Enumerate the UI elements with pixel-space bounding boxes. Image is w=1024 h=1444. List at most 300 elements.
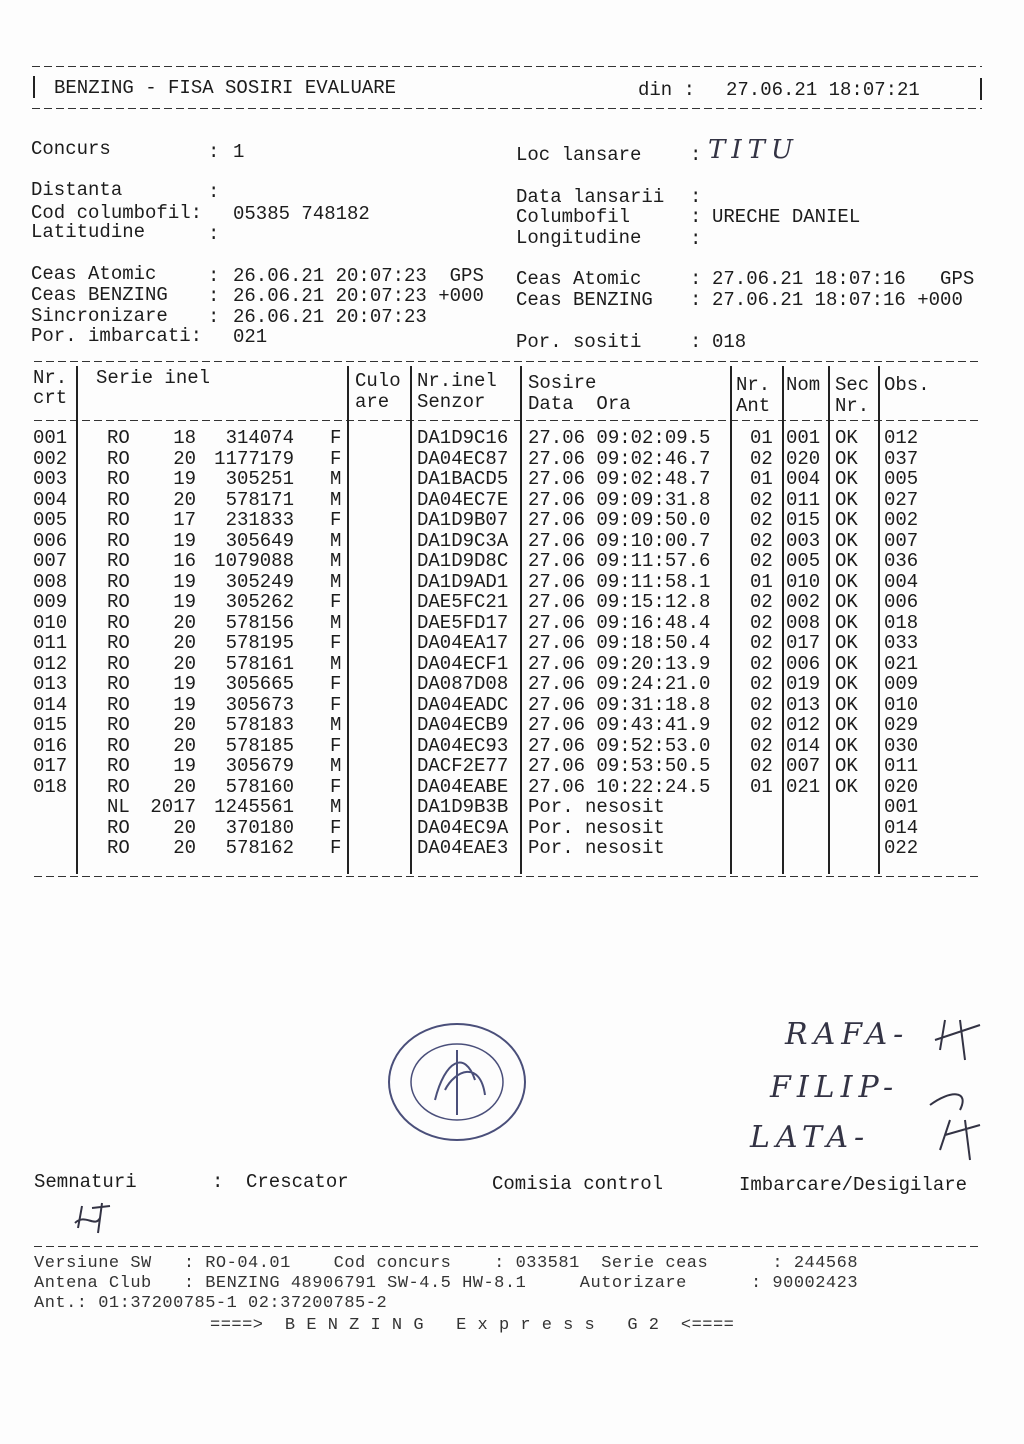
cell-sensor: DA04EC93 (417, 734, 509, 757)
divider (32, 66, 982, 67)
cell-crt: 004 (33, 488, 68, 511)
colon: : (208, 223, 220, 245)
colon: : (690, 331, 702, 353)
header-nr-ant-2: Ant (736, 395, 771, 417)
cell-year: 20 (173, 632, 196, 654)
cell-crt: 011 (33, 632, 68, 654)
cell-sex: F (330, 837, 342, 859)
ceas-atomic-start: 26.06.21 20:07:23 GPS (233, 265, 484, 287)
cell-crt: 001 (33, 427, 68, 449)
footer-brand: ====> B E N Z I N G E x p r e s s G 2 <==== (210, 1316, 735, 1335)
cell-sec: OK (835, 591, 858, 613)
cell-ring-number: 305679 (225, 755, 294, 777)
cell-nom: 015 (786, 509, 821, 531)
cell-crt: 006 (33, 529, 68, 552)
header-sec-nr: Nr. (835, 395, 870, 417)
din-label: din : (638, 79, 696, 101)
loc-value-handwritten: TITU (708, 135, 799, 165)
cell-nom: 013 (786, 693, 821, 716)
cell-obs: 037 (884, 447, 919, 470)
cell-obs: 020 (884, 775, 919, 798)
cell-country: RO (107, 550, 130, 572)
cell-sec: OK (835, 447, 858, 470)
cell-ring-number: 578195 (225, 632, 294, 654)
cell-nom: 003 (786, 529, 821, 552)
cell-nom: 010 (786, 570, 821, 593)
cell-arrival: 27.06 09:09:50.0 (528, 509, 711, 531)
cell-year: 19 (173, 591, 196, 613)
cell-obs: 007 (884, 529, 919, 552)
cell-sex: F (330, 734, 342, 757)
cell-nr-ant: 02 (750, 447, 773, 470)
divider (32, 108, 982, 109)
ceas-benzing-end: 27.06.21 18:07:16 +000 (712, 289, 963, 311)
cell-sex: F (330, 816, 342, 839)
footer-antena: Antena Club : BENZING 48906791 SW-4.5 HW-8.1 Autorizare : 90002423 (34, 1274, 859, 1293)
cell-crt: 012 (33, 652, 68, 675)
cell-sex: F (330, 632, 342, 654)
header-serie-inel: Serie inel (96, 367, 211, 389)
cell-year: 19 (173, 570, 196, 593)
cell-year: 19 (173, 673, 196, 695)
header-crt: crt (33, 387, 68, 409)
cell-sec: OK (835, 468, 858, 490)
column-rule (520, 366, 522, 874)
cell-sec: OK (835, 673, 858, 695)
cell-arrival: Por. nesosit (528, 837, 665, 859)
cell-crt: 017 (33, 755, 68, 777)
club-stamp (385, 1020, 530, 1145)
data-lansarii-label: Data lansarii (516, 186, 665, 208)
cell-sensor: DA04EADC (417, 693, 509, 716)
cell-obs: 005 (884, 468, 919, 490)
cell-crt: 015 (33, 714, 68, 736)
cell-ring-number: 305673 (225, 693, 294, 716)
cell-year: 16 (173, 550, 196, 572)
cell-sec: OK (835, 693, 858, 716)
cell-country: RO (107, 427, 130, 449)
cell-ring-number: 305665 (225, 673, 294, 695)
cell-nom: 021 (786, 775, 821, 798)
cell-ring-number: 305251 (225, 468, 294, 490)
cell-arrival: 27.06 09:24:21.0 (528, 673, 711, 695)
cell-obs: 006 (884, 591, 919, 613)
cell-crt: 003 (33, 468, 68, 490)
cell-ring-number: 1079088 (214, 550, 294, 572)
cell-sensor: DA1D9D8C (417, 550, 509, 572)
cell-ring-number: 314074 (225, 427, 294, 449)
cell-ring-number: 578156 (225, 611, 294, 634)
footer-versiune: Versiune SW : RO-04.01 Cod concurs : 033581 Serie ceas : 244568 (34, 1254, 859, 1273)
cell-nr-ant: 02 (750, 488, 773, 511)
sositi-value: 018 (712, 331, 747, 353)
cell-sex: F (330, 427, 342, 449)
cell-nom: 012 (786, 714, 821, 736)
cell-ring-number: 578183 (225, 714, 294, 736)
cell-country: RO (107, 611, 130, 634)
cell-ring-number: 578185 (225, 734, 294, 757)
cell-sex: F (330, 591, 342, 613)
colon: : (208, 306, 220, 328)
sincronizare-value: 26.06.21 20:07:23 (233, 306, 427, 328)
cell-country: RO (107, 714, 130, 736)
cell-country: RO (107, 488, 130, 511)
cell-nr-ant: 02 (750, 714, 773, 736)
cell-country: RO (107, 447, 130, 470)
cell-arrival: Por. nesosit (528, 796, 665, 818)
cell-sec: OK (835, 529, 858, 552)
cell-country: RO (107, 816, 130, 839)
cell-year: 20 (173, 734, 196, 757)
cell-obs: 012 (884, 427, 919, 449)
cell-nr-ant: 02 (750, 652, 773, 675)
ceas-benzing-label: Ceas BENZING (516, 289, 653, 311)
cell-arrival: 27.06 09:02:46.7 (528, 447, 711, 470)
cell-arrival: 27.06 09:10:00.7 (528, 529, 711, 552)
cell-sensor: DA04EC87 (417, 447, 509, 470)
cell-ring-number: 578160 (225, 775, 294, 798)
colon: : (208, 181, 220, 203)
cell-country: RO (107, 693, 130, 716)
cell-year: 20 (173, 447, 196, 470)
cell-year: 19 (173, 755, 196, 777)
cell-sex: M (330, 652, 342, 675)
cell-sec: OK (835, 488, 858, 511)
header-nr-inel: Nr.inel (417, 370, 497, 392)
column-rule (828, 366, 830, 874)
cell-obs: 022 (884, 837, 919, 859)
border (980, 78, 982, 100)
cell-sensor: DA1D9B07 (417, 509, 509, 531)
cell-nom: 001 (786, 427, 821, 449)
cell-year: 20 (173, 775, 196, 798)
cell-crt: 009 (33, 591, 68, 613)
colon: : (690, 268, 702, 290)
cell-nr-ant: 02 (750, 693, 773, 716)
divider (34, 361, 982, 362)
cell-ring-number: 1245561 (214, 796, 294, 818)
divider (34, 1246, 982, 1247)
cell-obs: 014 (884, 816, 919, 839)
colon: : (208, 285, 220, 307)
cell-country: RO (107, 632, 130, 654)
cell-obs: 030 (884, 734, 919, 757)
cell-year: 20 (173, 652, 196, 675)
latitudine-label: Latitudine (31, 221, 146, 243)
cell-sec: OK (835, 734, 858, 757)
ceas-atomic-label: Ceas Atomic (31, 263, 157, 285)
cell-arrival: 27.06 09:11:57.6 (528, 550, 711, 572)
cell-obs: 027 (884, 488, 919, 511)
cell-obs: 011 (884, 755, 919, 777)
header-nr: Nr. (33, 367, 68, 389)
colon: : (208, 265, 220, 287)
imbarcati-value: 021 (233, 326, 268, 348)
cell-sensor: DA1D9C16 (417, 427, 509, 449)
cell-nr-ant: 02 (750, 632, 773, 654)
header-data-ora: Data Ora (528, 393, 631, 415)
cell-sex: M (330, 796, 342, 818)
columbofil-value: URECHE DANIEL (712, 206, 861, 228)
cell-country: RO (107, 673, 130, 695)
colon: : (690, 289, 702, 311)
cell-ring-number: 231833 (225, 509, 294, 531)
border (33, 76, 35, 98)
cell-crt: 010 (33, 611, 68, 634)
cell-sensor: DACF2E77 (417, 755, 509, 777)
cell-obs: 010 (884, 693, 919, 716)
cell-arrival: 27.06 09:43:41.9 (528, 714, 711, 736)
cell-sex: M (330, 529, 342, 552)
cell-nom: 014 (786, 734, 821, 757)
cell-obs: 036 (884, 550, 919, 572)
cell-nr-ant: 01 (750, 775, 773, 798)
cell-obs: 001 (884, 796, 919, 818)
colon: : (690, 228, 702, 250)
cell-year: 20 (173, 837, 196, 859)
cell-year: 17 (173, 509, 196, 531)
document-title: BENZING - FISA SOSIRI EVALUARE (54, 77, 397, 99)
signature-marks (920, 1010, 1000, 1170)
cell-sensor: DA04ECB9 (417, 714, 509, 736)
cell-nom: 011 (786, 488, 821, 511)
distanta-label: Distanta (31, 179, 123, 201)
ceas-benzing-label: Ceas BENZING (31, 284, 168, 306)
cell-sec: OK (835, 775, 858, 798)
header-senzor: Senzor (417, 391, 486, 413)
imbarcati-label: Por. imbarcati: (31, 325, 203, 347)
cell-sensor: DA1D9C3A (417, 529, 509, 552)
cell-crt: 014 (33, 693, 68, 716)
cell-arrival: 27.06 09:31:18.8 (528, 693, 711, 716)
cell-ring-number: 578162 (225, 837, 294, 859)
sincronizare-label: Sincronizare (31, 305, 168, 327)
longitudine-label: Longitudine (516, 227, 642, 249)
cell-sensor: DA04EABE (417, 775, 509, 798)
cell-country: RO (107, 468, 130, 490)
cell-country: RO (107, 755, 130, 777)
cell-arrival: 27.06 09:15:12.8 (528, 591, 711, 613)
cell-obs: 018 (884, 611, 919, 634)
column-rule (878, 366, 880, 874)
header-culoare: Culo (355, 370, 401, 392)
footer-ant: Ant.: 01:37200785-1 02:37200785-2 (34, 1294, 388, 1313)
cell-country: RO (107, 570, 130, 593)
ceas-benzing-start: 26.06.21 20:07:23 +000 (233, 285, 484, 307)
divider (34, 876, 982, 877)
colon: : (690, 206, 702, 228)
cell-sex: M (330, 611, 342, 634)
cell-obs: 002 (884, 509, 919, 531)
divider (34, 420, 982, 421)
cell-arrival: 27.06 09:52:53.0 (528, 734, 711, 757)
cell-sensor: DA1D9AD1 (417, 570, 509, 593)
cod-value: 05385 748182 (233, 203, 370, 225)
cod-label: Cod columbofil: (31, 202, 203, 224)
cell-sex: M (330, 714, 342, 736)
cell-year: 19 (173, 529, 196, 552)
cell-sex: F (330, 509, 342, 531)
cell-sec: OK (835, 550, 858, 572)
cell-sec: OK (835, 570, 858, 593)
cell-country: RO (107, 837, 130, 859)
din-value: 27.06.21 18:07:21 (726, 79, 920, 101)
column-rule (730, 366, 732, 874)
cell-arrival: Por. nesosit (528, 816, 665, 839)
cell-country: NL (107, 796, 130, 818)
cell-nr-ant: 01 (750, 427, 773, 449)
cell-arrival: 27.06 09:09:31.8 (528, 488, 711, 511)
cell-sensor: DA087D08 (417, 673, 509, 695)
cell-nom: 019 (786, 673, 821, 695)
cell-country: RO (107, 775, 130, 798)
cell-arrival: 27.06 09:02:09.5 (528, 427, 711, 449)
cell-crt: 005 (33, 509, 68, 531)
cell-nr-ant: 02 (750, 673, 773, 695)
cell-arrival: 27.06 09:11:58.1 (528, 570, 711, 593)
cell-crt: 007 (33, 550, 68, 572)
cell-year: 20 (173, 816, 196, 839)
loc-label: Loc lansare (516, 144, 642, 166)
cell-year: 20 (173, 488, 196, 511)
cell-sex: M (330, 488, 342, 511)
cell-nom: 020 (786, 447, 821, 470)
cell-arrival: 27.06 09:18:50.4 (528, 632, 711, 654)
cell-sec: OK (835, 509, 858, 531)
cell-nom: 005 (786, 550, 821, 572)
cell-sensor: DA04EA17 (417, 632, 509, 654)
handwritten-name-lata: LATA- (750, 1120, 871, 1155)
handwritten-name-filip: FILIP- (770, 1070, 900, 1105)
cell-year: 18 (173, 427, 196, 449)
column-rule (410, 366, 412, 874)
colon: : (690, 186, 702, 208)
cell-ring-number: 305649 (225, 529, 294, 552)
header-nr-ant: Nr. (736, 374, 771, 396)
cell-nr-ant: 02 (750, 509, 773, 531)
cell-obs: 021 (884, 652, 919, 675)
cell-country: RO (107, 734, 130, 757)
colon: : (690, 144, 702, 166)
cell-nr-ant: 02 (750, 550, 773, 572)
cell-ring-number: 370180 (225, 816, 294, 839)
header-sec: Sec (835, 374, 870, 396)
cell-year: 2017 (150, 796, 196, 818)
cell-nr-ant: 02 (750, 611, 773, 634)
cell-arrival: 27.06 10:22:24.5 (528, 775, 711, 798)
cell-obs: 004 (884, 570, 919, 593)
cell-obs: 009 (884, 673, 919, 695)
header-obs: Obs. (884, 374, 930, 396)
crescator-label: Crescator (246, 1171, 349, 1193)
handwritten-name-rafa: RAFA- (785, 1017, 910, 1052)
cell-sec: OK (835, 652, 858, 675)
colon: : (212, 1171, 224, 1193)
cell-crt: 013 (33, 673, 68, 695)
cell-sec: OK (835, 632, 858, 654)
cell-sex: F (330, 673, 342, 695)
cell-ring-number: 578171 (225, 488, 294, 511)
cell-nom: 007 (786, 755, 821, 777)
cell-nom: 002 (786, 591, 821, 613)
cell-year: 20 (173, 714, 196, 736)
cell-crt: 008 (33, 570, 68, 593)
cell-nr-ant: 02 (750, 755, 773, 777)
cell-arrival: 27.06 09:02:48.7 (528, 468, 711, 490)
cell-ring-number: 1177179 (214, 447, 294, 470)
cell-nr-ant: 02 (750, 591, 773, 613)
cell-nom: 004 (786, 468, 821, 490)
cell-crt: 002 (33, 447, 68, 470)
cell-year: 19 (173, 693, 196, 716)
cell-nom: 017 (786, 632, 821, 654)
cell-ring-number: 305249 (225, 570, 294, 593)
cell-sensor: DA04EAE3 (417, 837, 509, 859)
columbofil-label: Columbofil (516, 206, 631, 228)
header-sosire: Sosire (528, 372, 597, 394)
column-rule (76, 366, 78, 874)
cell-arrival: 27.06 09:20:13.9 (528, 652, 711, 675)
semnaturi-label: Semnaturi (34, 1171, 137, 1193)
cell-sensor: DA04EC9A (417, 816, 509, 839)
cell-sensor: DAE5FD17 (417, 611, 509, 634)
cell-arrival: 27.06 09:16:48.4 (528, 611, 711, 634)
cell-nom: 006 (786, 652, 821, 675)
cell-obs: 033 (884, 632, 919, 654)
cell-nr-ant: 02 (750, 529, 773, 552)
cell-nr-ant: 01 (750, 468, 773, 490)
cell-country: RO (107, 652, 130, 675)
cell-sec: OK (835, 427, 858, 449)
cell-sex: F (330, 693, 342, 716)
ceas-atomic-end: 27.06.21 18:07:16 GPS (712, 268, 975, 290)
ceas-atomic-label: Ceas Atomic (516, 268, 642, 290)
cell-sec: OK (835, 755, 858, 777)
cell-sex: F (330, 447, 342, 470)
cell-nr-ant: 02 (750, 734, 773, 757)
cell-sex: M (330, 550, 342, 572)
cell-year: 19 (173, 468, 196, 490)
header-nom: Nom (786, 374, 821, 396)
colon: : (208, 141, 231, 163)
cell-arrival: 27.06 09:53:50.5 (528, 755, 711, 777)
column-rule (347, 366, 349, 874)
cell-nr-ant: 01 (750, 570, 773, 593)
cell-year: 20 (173, 611, 196, 634)
cell-sec: OK (835, 611, 858, 634)
cell-ring-number: 578161 (225, 652, 294, 675)
cell-ring-number: 305262 (225, 591, 294, 613)
cell-crt: 018 (33, 775, 68, 798)
imbarcare-label: Imbarcare/Desigilare (739, 1174, 968, 1196)
cell-obs: 029 (884, 714, 919, 736)
column-rule (782, 366, 784, 874)
cell-sensor: DA04ECF1 (417, 652, 509, 675)
cell-sex: F (330, 775, 342, 798)
cell-sex: M (330, 570, 342, 593)
cell-sex: M (330, 468, 342, 490)
cell-sec: OK (835, 714, 858, 736)
cell-sensor: DA1BACD5 (417, 468, 509, 490)
cell-nom: 008 (786, 611, 821, 634)
crescator-signature (70, 1198, 130, 1238)
cell-sensor: DAE5FC21 (417, 591, 509, 613)
sositi-label: Por. sositi (516, 331, 642, 353)
concurs-value: 1 (233, 141, 245, 163)
cell-sensor: DA1D9B3B (417, 796, 509, 818)
cell-sensor: DA04EC7E (417, 488, 509, 511)
cell-country: RO (107, 509, 130, 531)
